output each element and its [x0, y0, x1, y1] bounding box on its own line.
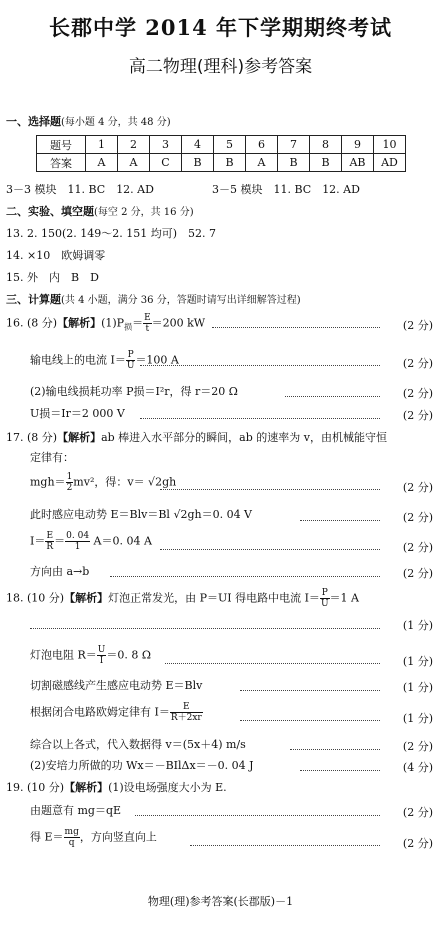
fraction: $\frac{E}{R}$ [46, 531, 54, 552]
q19-line-3: 得 E＝ $\frac{mg}{q}$ ，方向竖直向上 [30, 827, 157, 848]
answer-q14: 14. ×10 欧姆调零 [6, 249, 106, 262]
dot-leader [110, 576, 380, 577]
score-mark: (2 分) [402, 567, 433, 580]
dot-leader [240, 690, 380, 691]
fraction: $\frac{E}{t}$ [144, 313, 151, 334]
q17-line-1b: 定律有： [30, 451, 74, 464]
score-mark: (2 分) [402, 357, 433, 370]
dot-leader [140, 418, 380, 419]
q18-line-6: 综合以上各式，代入数据得 v＝(5x＋4) m/s [30, 738, 246, 751]
section-3-heading: 三、计算题(共 4 小题，满分 36 分，答题时请写出详细解答过程) [6, 293, 301, 306]
dot-leader [190, 845, 380, 846]
q17-line-3: 此时感应电动势 E＝Blv＝Bl √2gh＝0. 04 V [30, 508, 253, 521]
q19-line-1: 19. (10 分)【解析】(1)设电场强度大小为 E. [6, 781, 227, 794]
dot-leader [285, 396, 380, 397]
dot-leader [140, 365, 380, 366]
fraction: $\frac{P}{U}$ [126, 350, 135, 371]
dot-leader [212, 327, 380, 328]
score-mark: (2 分) [402, 319, 433, 332]
answer-q13: 13. 2. 150(2. 149～2. 151 均可) 52. 7 [6, 227, 217, 240]
fraction: $\frac{0. 04}{1}$ [66, 531, 90, 552]
q19-line-2: 由题意有 mg＝qE [30, 804, 122, 817]
module-3-3-answers: 3－3 模块 11. BC 12. AD [6, 183, 154, 196]
score-mark: (2 分) [402, 837, 433, 850]
q18-line-4: 切割磁感线产生感应电动势 E＝Blv [30, 679, 203, 692]
score-mark: (2 分) [402, 409, 433, 422]
dot-leader [135, 815, 380, 816]
dot-leader [300, 770, 380, 771]
dot-leader [160, 549, 380, 550]
table-row: 答案 A A C B B A B B AB AD [37, 154, 406, 172]
fraction: $\frac{mg}{q}$ [64, 827, 79, 848]
dot-leader [290, 749, 380, 750]
fraction: $\frac{P}{U}$ [320, 588, 329, 609]
score-mark: (2 分) [402, 806, 433, 819]
fraction: $\frac{E}{R+2xr}$ [170, 702, 202, 723]
dot-leader [300, 520, 380, 521]
q18-line-1: 18. (10 分)【解析】灯泡正常发光，由 P＝UI 得电路中电流 I＝ $\frac{P}{U}$ ＝1 A [6, 588, 359, 609]
q16-line-1: 16. (8 分)【解析】$(1)P_损=$ $\frac{E}{t}$ ＝200 kW [6, 313, 206, 334]
q18-line-3: 灯泡电阻 R＝ $\frac{U}{I}$ ＝0. 8 Ω [30, 645, 151, 666]
answer-table [36, 135, 406, 172]
fraction: $\frac{1}{2}$ [66, 472, 73, 493]
score-mark: (2 分) [402, 481, 433, 494]
score-mark: (1 分) [402, 619, 433, 632]
q18-line-7: (2)安培力所做的功 Wx＝－BIlΔx＝－0. 04 J [30, 759, 254, 772]
score-mark: (2 分) [402, 511, 433, 524]
exam-subtitle: 高二物理(理科)参考答案 [128, 57, 313, 77]
dot-leader [240, 720, 380, 721]
dot-leader [165, 663, 380, 664]
dot-leader [30, 628, 380, 629]
answer-q15: 15. 外 内 B D [6, 271, 99, 284]
page-footer: 物理(理)参考答案(长郡版)－1 [147, 895, 294, 908]
score-mark: (1 分) [402, 681, 433, 694]
q16-line-2: 输电线上的电流 I＝ $\frac{P}{U}$ ＝100 A [30, 350, 179, 371]
exam-title: 长郡中学 2014 年下学期期终考试 [48, 15, 393, 40]
q18-line-5: 根据闭合电路欧姆定律有 I＝ $\frac{E}{R+2xr}$ [30, 702, 202, 723]
section-1-heading: 一、选择题(每小题 4 分，共 48 分) [6, 115, 171, 128]
score-mark: (2 分) [402, 541, 433, 554]
fraction: $\frac{U}{I}$ [97, 645, 106, 666]
q17-line-4: I＝ $\frac{E}{R}$ ＝ $\frac{0. 04}{1}$ A＝0. 04 A [30, 531, 152, 552]
module-3-5-answers: 3－5 模块 11. BC 12. AD [212, 183, 360, 196]
score-mark: (2 分) [402, 387, 433, 400]
score-mark: (4 分) [402, 761, 433, 774]
section-2-heading: 二、实验、填空题(每空 2 分，共 16 分) [6, 205, 194, 218]
q16-line-3: (2)输电线损耗功率 P损＝I²r，得 r＝20 Ω [30, 385, 238, 398]
score-mark: (1 分) [402, 655, 433, 668]
score-mark: (2 分) [402, 740, 433, 753]
dot-leader [160, 489, 380, 490]
q17-line-1: 17. (8 分)【解析】ab 棒进入水平部分的瞬间，ab 的速率为 v，由机械能守恒 [6, 431, 387, 444]
score-mark: (1 分) [402, 712, 433, 725]
q16-line-4: U损＝Ir＝2 000 V [30, 407, 125, 420]
q17-line-2: mgh＝ $\frac{1}{2}$ mv²，得：v＝ √2gh [30, 472, 177, 493]
table-row: 题号 1 2 3 4 5 6 7 8 9 10 [37, 136, 406, 154]
q17-line-5: 方向由 a→b [30, 565, 90, 578]
